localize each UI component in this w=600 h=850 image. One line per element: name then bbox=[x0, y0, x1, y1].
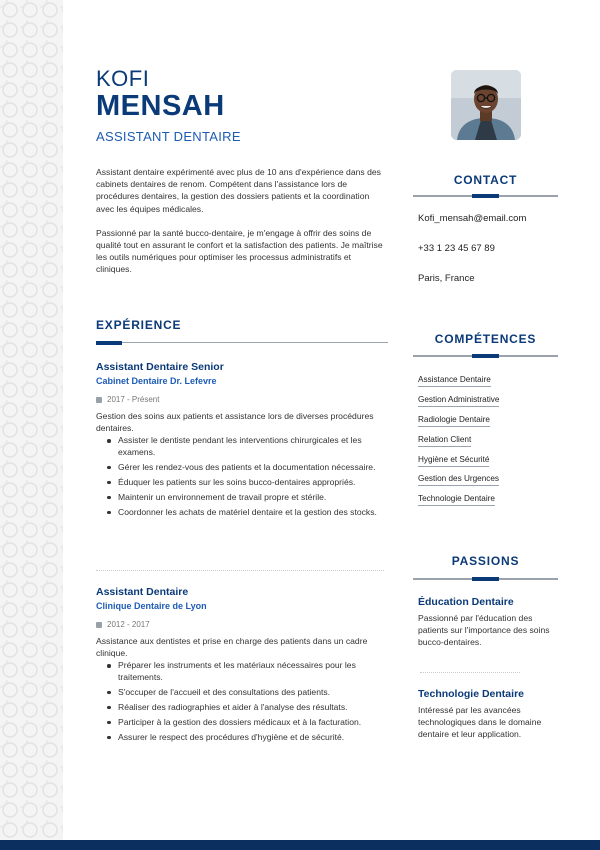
passions-heading: PASSIONS bbox=[451, 554, 520, 568]
job-entry-dates bbox=[96, 620, 388, 629]
summary-paragraph: Passionné par la santé bucco-dentaire, je m'engage à offrir des soins de qualité tout en assurant le confort et la satisfaction des patients. Je maîtrise les outils numériques pour optimiser les processus administratifs et cliniques. bbox=[96, 227, 383, 275]
list-item: Réaliser des radiographies et aider à l'analyse des résultats. bbox=[107, 702, 388, 714]
job-separator bbox=[96, 570, 384, 571]
job-title: ASSISTANT DENTAIRE bbox=[96, 129, 241, 144]
first-name: KOFI bbox=[96, 66, 150, 91]
skills-heading: COMPÉTENCES bbox=[434, 332, 537, 346]
list-item: Assister le dentiste pendant les interventions chirurgicales et les examens. bbox=[107, 435, 388, 458]
job-entry bbox=[96, 586, 388, 747]
list-item: Coordonner les achats de matériel dentaire et la gestion des stocks. bbox=[107, 507, 388, 519]
job-entry-dates bbox=[96, 395, 388, 404]
job-entry-bullets bbox=[96, 660, 388, 743]
passion-title: Éducation Dentaire bbox=[418, 596, 514, 608]
contact-location: Paris, France bbox=[418, 273, 475, 284]
decorative-pattern-strip bbox=[0, 0, 63, 850]
job-entry-company: Cabinet Dentaire Dr. Lefevre bbox=[96, 376, 217, 386]
experience-divider bbox=[96, 342, 388, 343]
skill-item: Technologie Dentaire bbox=[418, 494, 495, 506]
contact-divider bbox=[413, 195, 558, 197]
job-entry-company: Clinique Dentaire de Lyon bbox=[96, 601, 207, 611]
last-name: MENSAH bbox=[96, 90, 225, 122]
list-item: Éduquer les patients sur les soins bucco-dentaires appropriés. bbox=[107, 477, 388, 489]
job-entry-description: Assistance aux dentistes et prise en charge des patients dans un cadre clinique. bbox=[96, 636, 368, 658]
skill-item: Hygiène et Sécurité bbox=[418, 455, 489, 467]
job-entry-dates-text: 2012 - 2017 bbox=[107, 620, 150, 629]
skill-item: Gestion des Urgences bbox=[418, 474, 499, 486]
job-entry-description: Gestion des soins aux patients et assistance lors de diverses procédures dentaires. bbox=[96, 411, 374, 433]
job-entry-dates-text: 2017 - Présent bbox=[107, 395, 160, 404]
list-item: Assurer le respect des procédures d'hygiène et de sécurité. bbox=[107, 732, 388, 744]
job-entry-bullets bbox=[96, 435, 388, 518]
skill-item: Relation Client bbox=[418, 435, 471, 447]
skills-divider bbox=[413, 355, 558, 357]
contact-phone[interactable]: +33 1 23 45 67 89 bbox=[418, 243, 495, 254]
profile-summary bbox=[96, 166, 388, 276]
profile-photo bbox=[451, 70, 521, 140]
calendar-icon bbox=[96, 397, 102, 403]
skill-item: Radiologie Dentaire bbox=[418, 415, 490, 427]
passions-divider bbox=[413, 578, 558, 580]
list-item: S'occuper de l'accueil et des consultations des patients. bbox=[107, 687, 388, 699]
list-item: Maintenir un environnement de travail propre et stérile. bbox=[107, 492, 388, 504]
list-item: Gérer les rendez-vous des patients et la documentation nécessaire. bbox=[107, 462, 388, 474]
person-portrait-icon bbox=[451, 70, 521, 140]
job-entry-title: Assistant Dentaire bbox=[96, 586, 189, 598]
contact-email[interactable]: Kofi_mensah@email.com bbox=[418, 213, 527, 224]
passion-description: Passionné par l'éducation des patients sur l'importance des soins bucco-dentaires. bbox=[418, 613, 550, 647]
list-item: Participer à la gestion des dossiers médicaux et à la facturation. bbox=[107, 717, 388, 729]
job-entry-title: Assistant Dentaire Senior bbox=[96, 361, 224, 373]
experience-heading: EXPÉRIENCE bbox=[96, 318, 182, 332]
contact-heading: CONTACT bbox=[453, 173, 518, 187]
passion-separator bbox=[420, 672, 520, 673]
passion-title: Technologie Dentaire bbox=[418, 688, 524, 700]
skill-item: Gestion Administrative bbox=[418, 395, 499, 407]
summary-paragraph: Assistant dentaire expérimenté avec plus de 10 ans d'expérience dans des cabinets dentaires de renom. Compétent dans l'assistance lors de procédures dentaires, la gestion des dossiers patients et la coordination avec les équipes médicales. bbox=[96, 167, 381, 214]
calendar-icon bbox=[96, 622, 102, 628]
footer-bar bbox=[0, 840, 600, 850]
passion-description: Intéressé par les avancées technologiques dans le domaine dentaire et leur application. bbox=[418, 705, 542, 739]
skill-item: Assistance Dentaire bbox=[418, 375, 491, 387]
job-entry bbox=[96, 361, 388, 522]
list-item: Préparer les instruments et les matériaux nécessaires pour les traitements. bbox=[107, 660, 388, 683]
